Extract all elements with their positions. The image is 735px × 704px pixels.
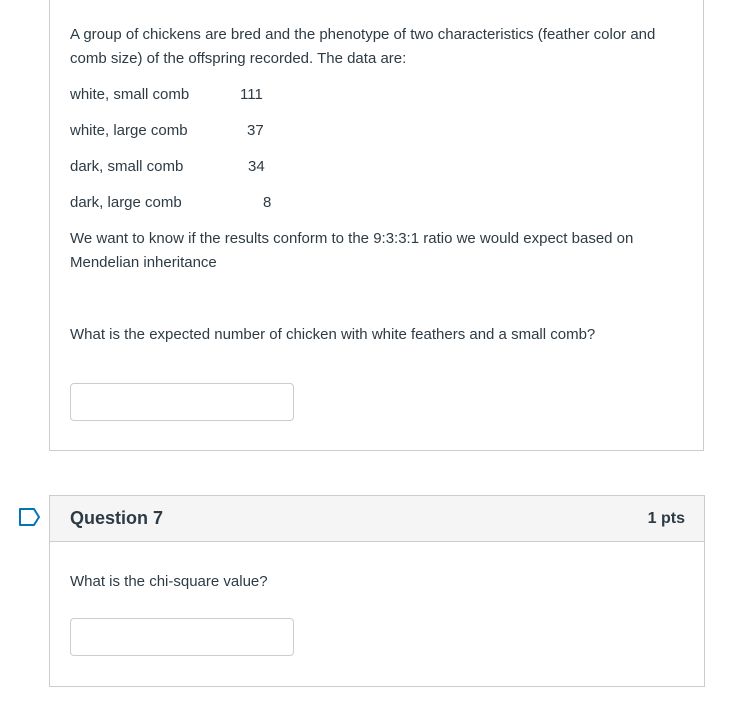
bookmark-flag-icon[interactable] [18,507,42,527]
question-7-prompt: What is the chi-square value? [70,573,268,590]
data-row-label: dark, large comb [70,194,182,211]
question-7-answer-input[interactable] [70,618,294,656]
data-row-value: 8 [263,194,272,211]
question-7-points: 1 pts [647,510,685,527]
question-6-prompt: What is the expected number of chicken with white feathers and a small comb? [70,326,596,343]
question-7-title: Question 7 [70,508,164,528]
data-row-value: 111 [240,86,263,103]
data-row-dark-large [70,191,300,215]
question-7-card [49,495,705,687]
question-6-conform-text: We want to know if the results conform to the 9:3:3:1 ratio we would expect based on Mendelian inheritance [70,230,634,271]
data-row-value: 34 [248,158,265,175]
question-6-intro: A group of chickens are bred and the phenotype of two characteristics (feather color and comb size) of the offspring recorded. The data are: [70,26,656,67]
data-row-label: white, large comb [70,122,188,139]
data-row-label: white, small comb [70,86,190,103]
data-row-value: 37 [247,122,264,139]
data-row-white-large [70,119,300,143]
data-row-white-small [70,83,300,107]
data-row-label: dark, small comb [70,158,184,175]
question-7-header [50,496,704,542]
question-6-card [49,0,704,451]
data-row-dark-small [70,155,300,179]
question-6-answer-input[interactable] [70,383,294,421]
